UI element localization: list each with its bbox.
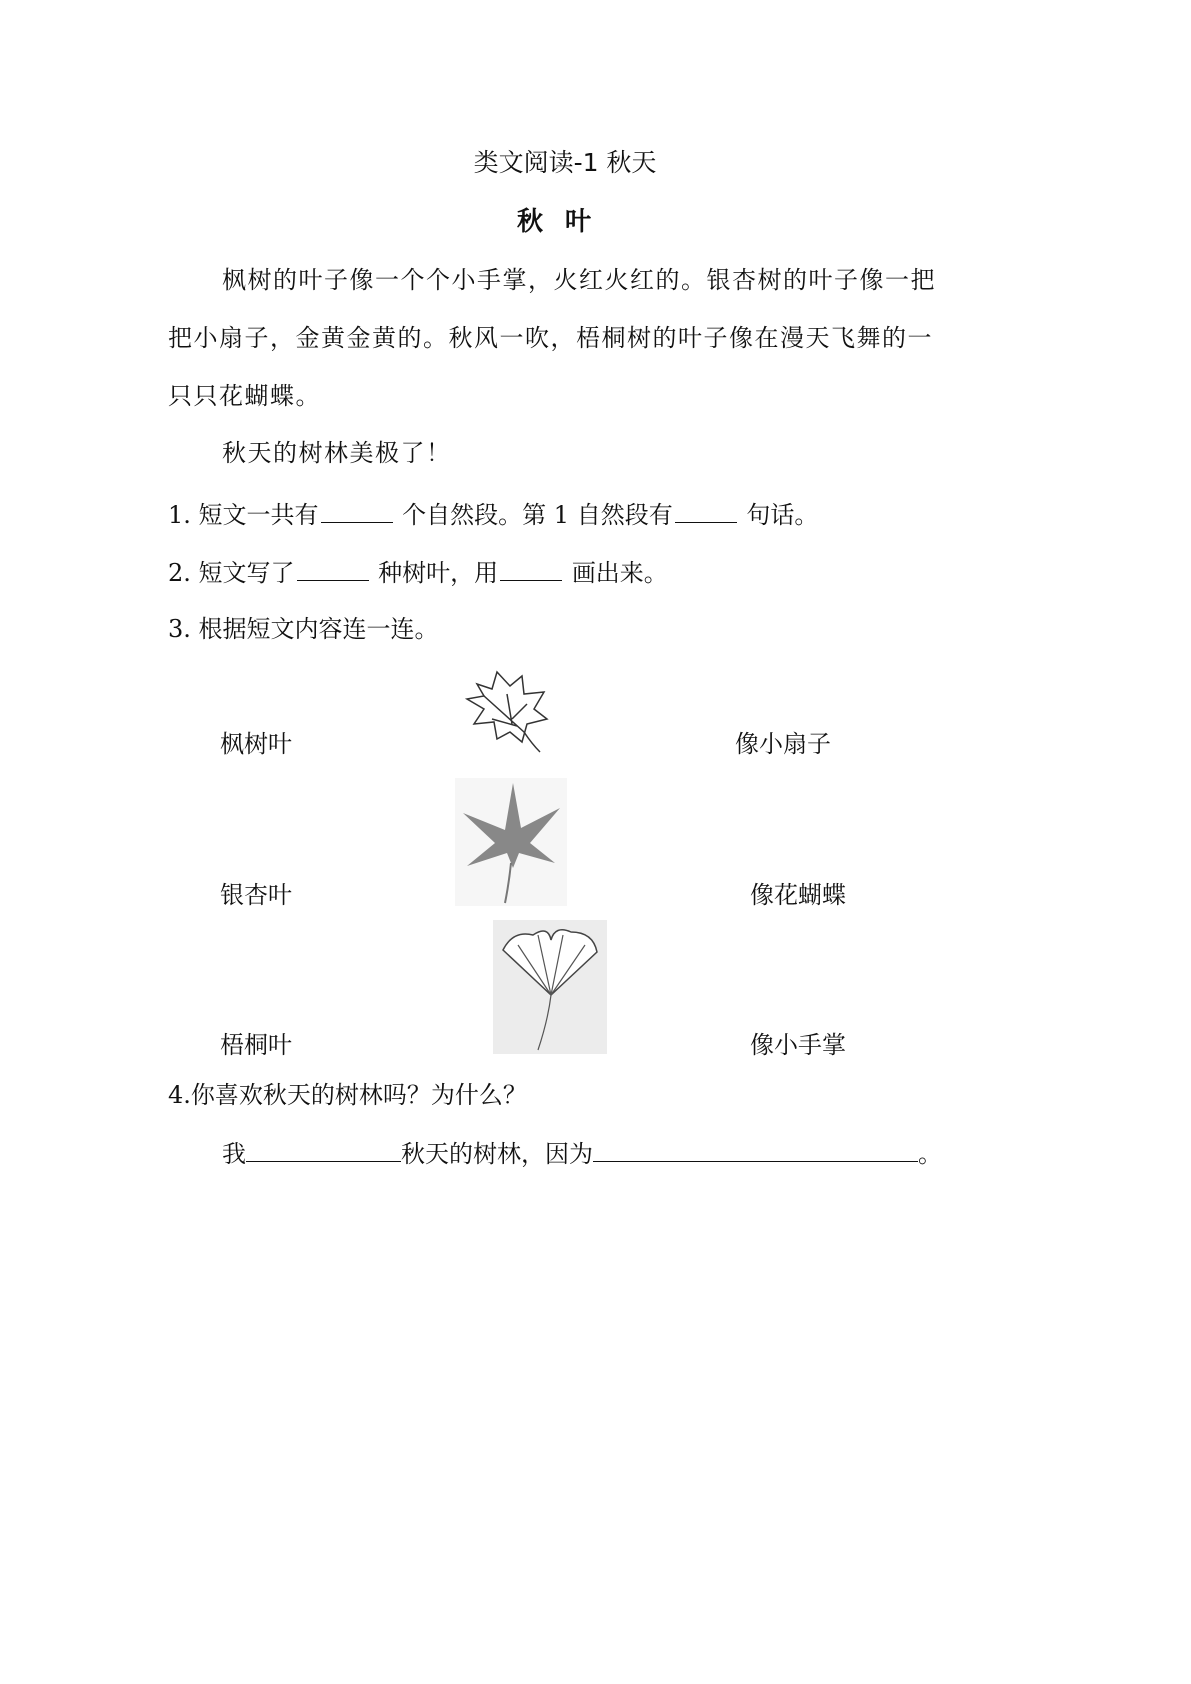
sycamore-leaf-image [462, 664, 552, 756]
q1-blank-1[interactable] [321, 498, 393, 523]
q1-text: 1. 短文一共有 [168, 501, 319, 529]
q2-blank-2[interactable] [500, 556, 562, 581]
q4-text: 我 [222, 1140, 246, 1168]
q2-text: 画出来。 [571, 559, 668, 587]
ginkgo-leaf-image [493, 920, 607, 1054]
match-right-item: 像花蝴蝶 [750, 881, 846, 909]
q1-blank-2[interactable] [675, 498, 737, 523]
passage-title: 秋叶 [516, 207, 613, 237]
passage-line: 把小扇子，金黄金黄的。秋风一吹，梧桐树的叶子像在漫天飞舞的一 [168, 324, 933, 352]
question-1 [168, 498, 818, 530]
passage-line: 枫树的叶子像一个个小手掌，火红火红的。银杏树的叶子像一把 [222, 266, 936, 294]
passage-paragraph-2: 秋天的树林美极了！ [222, 439, 452, 467]
q2-text: 种树叶，用 [378, 559, 499, 587]
question-4-answer [222, 1137, 942, 1169]
maple-leaf-image [455, 778, 567, 906]
match-right-item: 像小扇子 [735, 730, 831, 758]
match-left-item: 枫树叶 [220, 730, 292, 758]
question-4: 4.你喜欢秋天的树林吗？为什么？ [168, 1081, 527, 1109]
q4-blank-2[interactable] [593, 1137, 918, 1162]
passage-line: 只只花蝴蝶。 [168, 382, 321, 410]
question-2 [168, 556, 668, 588]
q1-text: 个自然段。第 1 自然段有 [402, 501, 673, 529]
q2-text: 2. 短文写了 [168, 559, 295, 587]
q4-blank-1[interactable] [246, 1137, 401, 1162]
q4-text: 秋天的树林，因为 [401, 1140, 593, 1168]
q1-text: 句话。 [746, 501, 819, 529]
q2-blank-1[interactable] [297, 556, 369, 581]
question-3: 3. 根据短文内容连一连。 [168, 615, 439, 643]
match-left-item: 梧桐叶 [220, 1031, 292, 1059]
page-title: 类文阅读-1 秋天 [473, 148, 657, 177]
match-left-item: 银杏叶 [220, 881, 292, 909]
q4-text: 。 [918, 1140, 942, 1168]
match-right-item: 像小手掌 [750, 1031, 846, 1059]
